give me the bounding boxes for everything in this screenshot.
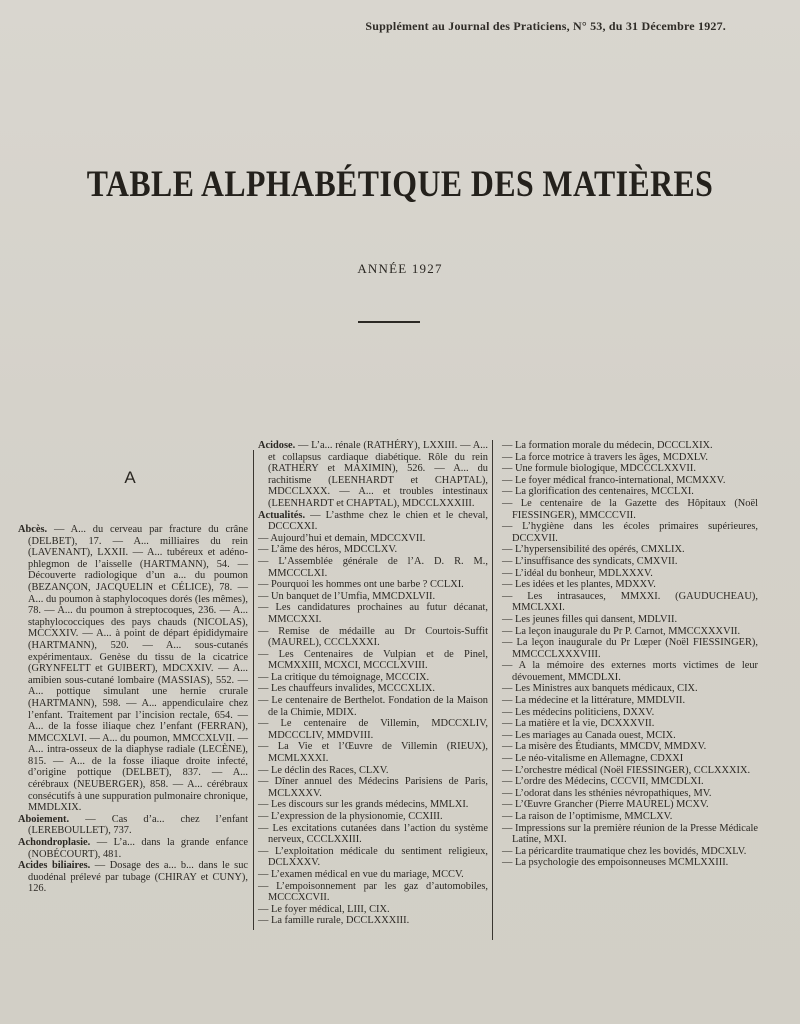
index-entry (258, 440, 488, 510)
index-subentry: — Impressions sur la première réunion de la Presse Médicale Latine, MXI. (502, 822, 758, 846)
index-subentry: — Un banquet de l’Umfia, MMCDXLVII. (258, 590, 436, 602)
index-subentry: — La psychologie des empoisonneuses MCMLXXIII. (502, 857, 729, 869)
title-divider (358, 321, 420, 323)
index-subentry: — Les jeunes filles qui dansent, MDLVII. (502, 613, 678, 625)
index-subentry: — Les Ministres aux banquets médicaux, CIX. (502, 683, 698, 695)
entry-keyword: Abcès. (18, 524, 48, 535)
index-subentry: — La misère des Étudiants, MMCDV, MMDXV. (502, 741, 707, 753)
entry-keyword: Aboiement. (18, 813, 70, 825)
index-subentry-list (502, 440, 758, 869)
entry-keyword: Acides biliaires. (18, 860, 91, 872)
index-subentry: — L’empoisonnement par les gaz d’automobiles, MCCCXCVII. (258, 880, 488, 904)
index-subentry: — La leçon inaugurale du Pr Lœper (Noël FIESSINGER), MMCCCLXXXVIII. (502, 637, 758, 660)
index-subentry: — Le néo-vitalisme en Allemagne, CDXXI (502, 753, 684, 765)
index-subentry: — La leçon inaugurale du Pr P. Carnot, MMCCXXXVII. (502, 625, 741, 637)
index-subentry: — Les mariages au Canada ouest, MCIX. (502, 729, 676, 741)
index-subentry-list (258, 533, 488, 927)
section-letter: A (124, 468, 136, 487)
index-subentry: — A la mémoire des externes morts victimes de leur dévouement, MMCDLXI. (502, 660, 758, 683)
index-subentry: — Les idées et les plantes, MDXXV. (502, 579, 656, 591)
index-subentry: — L’odorat dans les sthénies névropathiques, MV. (502, 787, 712, 799)
index-subentry: — Les Centenaires de Vulpian et de Pinel, MCMXXIII, MCXCI, MCCCLXVIII. (258, 648, 488, 672)
index-subentry: — L’hygiène dans les écoles primaires supérieures, DCCXVII. (502, 521, 758, 544)
index-subentry: — L’ordre des Médecins, CCCVII, MMCDLXI. (502, 776, 704, 788)
index-subentry: — L’idéal du bonheur, MDLXXXV. (502, 567, 653, 579)
index-subentry: — L’expression de la physionomie, CCXIII. (258, 811, 443, 822)
index-entry (18, 837, 248, 860)
index-entry (18, 860, 248, 895)
index-subentry: — La force motrice à travers les âges, MCDXLV. (502, 451, 709, 463)
index-subentry: — Remise de médaille au Dr Courtois-Suffit (MAUREL), CCCLXXXI. (258, 625, 488, 649)
index-subentry: — Le centenaire de Berthelot. Fondation de la Maison de la Chimie, MDIX. (258, 695, 488, 718)
index-subentry: — Dîner annuel des Médecins Parisiens de Paris, MCLXXXV. (258, 776, 488, 799)
index-entry (18, 814, 248, 837)
index-subentry: — Pourquoi les hommes ont une barbe ? CCLXI. (258, 579, 464, 591)
entry-text: — Cas d’a... chez l’enfant (LEREBOULLET), 737. (28, 813, 248, 837)
index-subentry: — Le foyer médical franco-international, MCMXXV. (502, 474, 726, 486)
index-subentry: — Les candidatures prochaines au futur décanat, MMCCXXI. (258, 602, 488, 625)
index-subentry: — La Vie et l’Œuvre de Villemin (RIEUX), MCMLXXXI. (258, 741, 488, 765)
entry-text: — L’a... rénale (RATHÉRY), LXXIII. — A... et collapsus cardiaque diabétique. Rôle du rein (RATHERY et MAXIMIN), 526. — A... du rachitisme (LEENHARDT et CHAPTAL), MDCCLXXX. — A... et troubles intestinaux (LEENHARDT et CHAPTAL), MDCCLXXXIII. (268, 440, 488, 509)
index-column-2 (258, 440, 488, 927)
entry-text: — A... du cerveau par fracture du crâne (DELBET), 17. — A... milliaires du rein (LAVENANT), LXXII. — A... tubéreux et adéno-phlegmon de l’aisselle (HARTMANN), 54. — Découverte radiologique d’un a... du poumon (BEZANÇON, JACQUELIN et CÉLICE), 78. — A... du poumon à staphylocoques dorés (les mêmes), 78. — A... du poumon à streptocoques, 236. — A... staphylococciques des pays chauds (NICOLAS), MCCXXIV. — A... à point de départ épididymaire (HARTMANN), 520. — A... sous-cutanés expérimentaux. Genèse du tissu de la cicatrice (GRYNFELTT et GUIBERT), MDCXXIV. — A... amibien sous-cutané lombaire (MASSIAS), 552. — A... pottique simulant une hernie crurale (HARTMANN), 598. — A... appendiculaire chez l’enfant. Traitement par l’incision rectale, 654. — A... de la fosse iliaque chez l’enfant (FERRAN), MMCCXLVI. — A... du poumon, MMCCXLVII. — A... intra-osseux de la diaphyse radiale (LECÈNE), 815. — A... de la fosse iliaque droite infecté, d’origine pottique (DELBET), 837. — A... cérébraux (NEUBERGER), 858. — A... cérébraux consécutifs à une suppuration pulmonaire chronique, MMDLXIX. (28, 524, 248, 814)
index-subentry: — La critique du témoignage, MCCCIX. (258, 671, 430, 683)
entry-keyword: Achondroplasie. (18, 837, 91, 849)
index-column-1 (18, 524, 248, 895)
index-subentry: — L’Assemblée générale de l’A. D. R. M., MMCCCLXI. (258, 555, 488, 579)
index-column-3 (502, 440, 758, 869)
index-subentry: — Le centenaire de la Gazette des Hôpitaux (Noël FIESSINGER), MMCCCVII. (502, 497, 758, 521)
index-subentry: — Les excitations cutanées dans l’action du système nerveux, CCCLXXIII. (258, 822, 488, 846)
index-subentry: — Les chauffeurs invalides, MCCCXLIX. (258, 683, 435, 695)
index-subentry: — L’hypersensibilité des opérés, CMXLIX. (502, 544, 685, 556)
supplement-header: Supplément au Journal des Praticiens, N° 53, du 31 Décembre 1927. (365, 19, 726, 33)
index-subentry: — La médecine et la littérature, MMDLVII. (502, 695, 686, 707)
entry-text: — L’a... dans la grande enfance (NOBÉCOURT), 481. (28, 837, 248, 860)
index-subentry: — Les médecins politiciens, DXXV. (502, 706, 655, 718)
index-subentry: — L’âme des héros, MDCCLXV. (258, 544, 398, 556)
entry-keyword: Acidose. (258, 440, 296, 451)
index-subentry: — L’exploitation médicale du sentiment religieux, DCLXXXV. (258, 845, 488, 869)
index-subentry: — Le foyer médical, LIII, CIX. (258, 903, 390, 915)
entry-keyword: Actualités. (258, 509, 306, 521)
entry-text: — L’asthme chez le chien et le cheval, DCCCXXI. (268, 509, 488, 533)
index-entry (258, 510, 488, 533)
index-subentry: — Le déclin des Races, CLXV. (258, 764, 389, 776)
index-subentry: — Une formule biologique, MDCCCLXXVII. (502, 463, 696, 475)
index-subentry: — L’Œuvre Grancher (Pierre MAUREL) MCXV. (502, 799, 709, 811)
index-subentry: — La péricardite traumatique chez les bovidés, MDCXLV. (502, 845, 747, 857)
index-subentry: — La formation morale du médecin, DCCCLXIX. (502, 440, 713, 451)
index-subentry: — La famille rurale, DCCLXXXIII. (258, 915, 410, 927)
year-heading: ANNÉE 1927 (357, 261, 443, 276)
page-title: TABLE ALPHABÉTIQUE DES MATIÈRES (86, 164, 714, 205)
column-divider (492, 440, 493, 940)
index-subentry: — Les discours sur les grands médecins, MMLXI. (258, 799, 469, 811)
index-subentry: — L’insuffisance des syndicats, CMXVII. (502, 555, 678, 567)
entry-text: — Dosage des a... b... dans le suc duodénal prélevé par tubage (CHIRAY et CUNY), 126. (28, 860, 248, 895)
index-subentry: — La raison de l’optimisme, MMCLXV. (502, 811, 673, 822)
column-divider (253, 450, 254, 930)
index-subentry: — La glorification des centenaires, MCCLXI. (502, 486, 694, 498)
index-subentry: — Les intrasauces, MMXXI. (GAUDUCHEAU), MMCLXXI. (502, 590, 758, 614)
index-subentry: — Le centenaire de Villemin, MDCCXLIV, MDCCCLIV, MMDVIII. (258, 718, 488, 741)
index-subentry: — L’orchestre médical (Noël FIESSINGER), CCLXXXIX. (502, 764, 751, 776)
index-subentry: — La matière et la vie, DCXXXVII. (502, 718, 655, 730)
index-subentry: — Aujourd’hui et demain, MDCCXVII. (258, 532, 426, 544)
index-entry (18, 524, 248, 814)
index-subentry: — L’examen médical en vue du mariage, MCCV. (258, 868, 464, 880)
